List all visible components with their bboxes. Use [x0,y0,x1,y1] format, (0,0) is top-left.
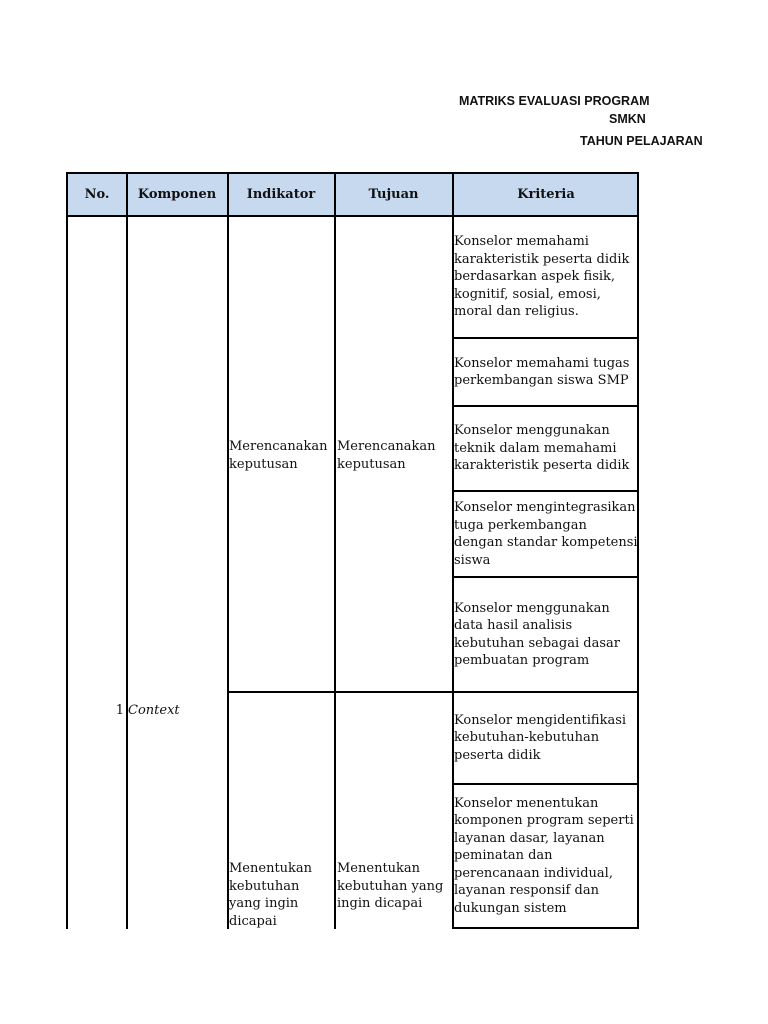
kriteria-item: Konselor mengidentifikasi kebutuhan-kebutuhan peserta didik [454,712,627,763]
header-kriteria: Kriteria [517,187,575,202]
row-divider [452,927,639,929]
kriteria-item: Konselor menentukan komponen program seperti layanan dasar, layanan peminatan dan perencanaan individual, layanan responsif dan dukungan sistem [454,795,634,916]
column-divider [334,172,336,929]
kriteria-item: Konselor memahami tugas perkembangan siswa SMP [454,355,630,388]
kriteria-item: Konselor mengintegrasikan tuga perkembangan dengan standar kompetensi siswa [454,500,638,568]
school-name: SMKN [609,112,646,126]
kriteria-item: Konselor menggunakan teknik dalam memahami karakteristik peserta didik [454,423,630,474]
header-indikator: Indikator [246,187,316,202]
tujuan-value: Menentukan kebutuhan yang ingin dicapai [337,861,444,911]
indikator-value: Menentukan kebutuhan yang ingin dicapai [229,861,313,929]
column-divider [126,172,128,929]
column-divider [227,172,229,929]
academic-year: TAHUN PELAJARAN [580,134,703,148]
document-title: MATRIKS EVALUASI PROGRAM [459,94,650,108]
indikator-value: Merencanakan keputusan [229,439,328,472]
row-number: 1 [115,703,124,718]
header-no: No. [84,187,110,202]
komponen-value: Context [128,703,180,718]
tujuan-value: Merencanakan keputusan [337,439,436,472]
table-border-left [66,172,68,929]
table-border-top [66,172,639,174]
kriteria-item: Konselor menggunakan data hasil analisis kebutuhan sebagai dasar pembuatan program [454,600,620,668]
header-komponen: Komponen [137,187,217,202]
header-tujuan: Tujuan [368,187,419,202]
kriteria-item: Konselor memahami karakteristik peserta didik berdasarkan aspek fisik, kognitif, sosial, emosi, moral dan religius. [454,234,630,320]
